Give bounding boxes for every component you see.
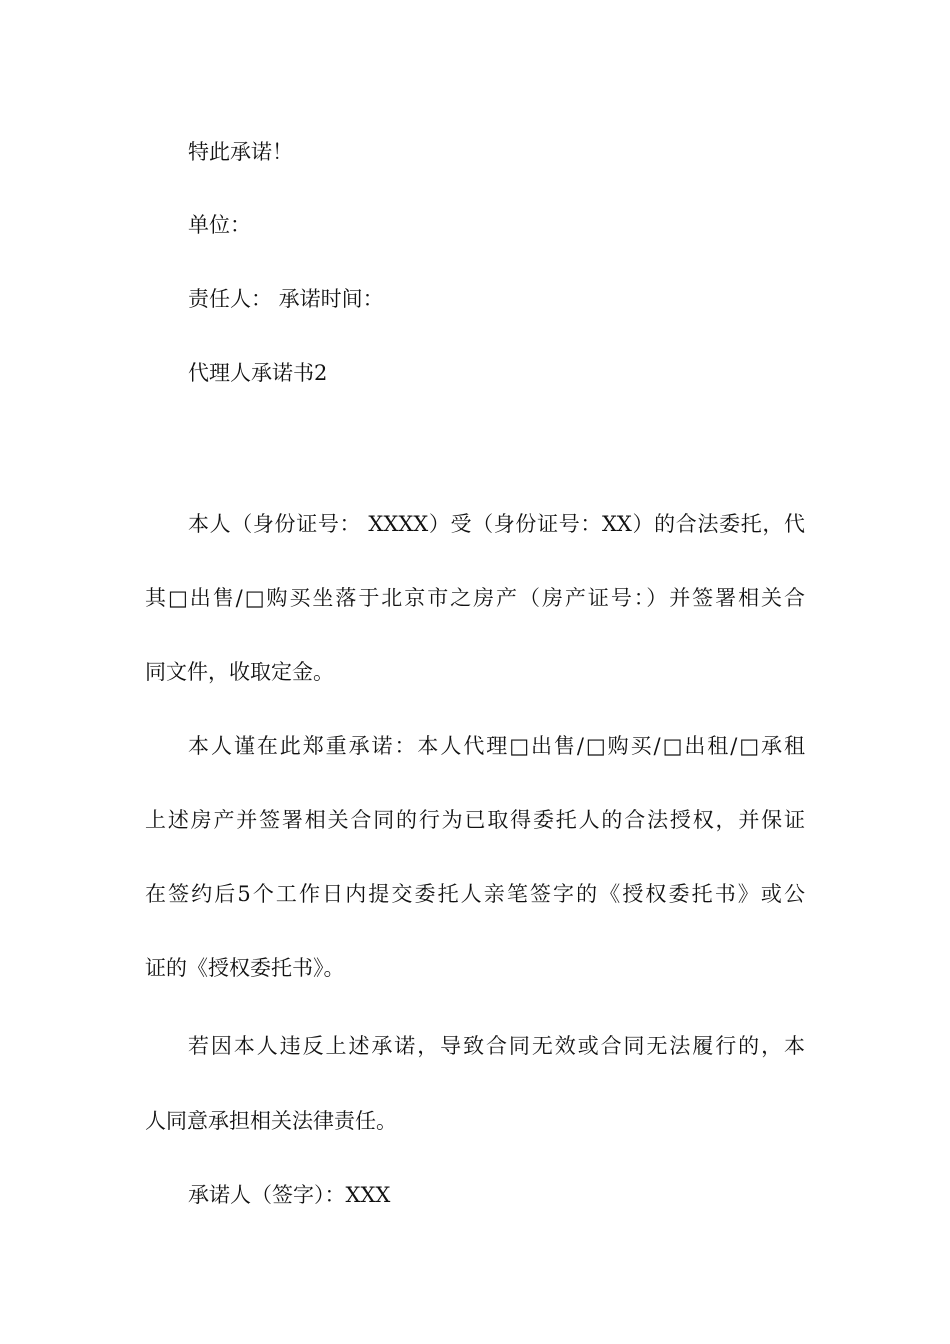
paragraph-line: 本人谨在此郑重承诺：本人代理□出售/□购买/□出租/□承租 bbox=[188, 734, 805, 758]
unit-label: 单位： bbox=[188, 213, 251, 237]
section-title: 代理人承诺书2 bbox=[188, 361, 328, 385]
closing-statement: 特此承诺！ bbox=[188, 140, 293, 164]
paragraph-line: 若因本人违反上述承诺，导致合同无效或合同无法履行的，本 bbox=[188, 1034, 805, 1058]
paragraph-line: 其□出售/□购买坐落于北京市之房产（房产证号：）并签署相关合 bbox=[145, 586, 805, 610]
paragraph-line: 上述房产并签署相关合同的行为已取得委托人的合法授权，并保证 bbox=[145, 808, 805, 832]
responsible-person-and-date: 责任人： 承诺时间： bbox=[188, 287, 384, 311]
paragraph-line: 在签约后5个工作日内提交委托人亲笔签字的《授权委托书》或公 bbox=[145, 882, 805, 906]
paragraph-line: 证的《授权委托书》。 bbox=[145, 956, 345, 980]
paragraph-line: 同文件，收取定金。 bbox=[145, 660, 334, 684]
signature-line: 承诺人（签字）：XXX bbox=[188, 1183, 391, 1207]
paragraph-line: 人同意承担相关法律责任。 bbox=[145, 1109, 397, 1133]
paragraph-line: 本人（身份证号： XXXX）受（身份证号：XX）的合法委托，代 bbox=[188, 512, 805, 536]
